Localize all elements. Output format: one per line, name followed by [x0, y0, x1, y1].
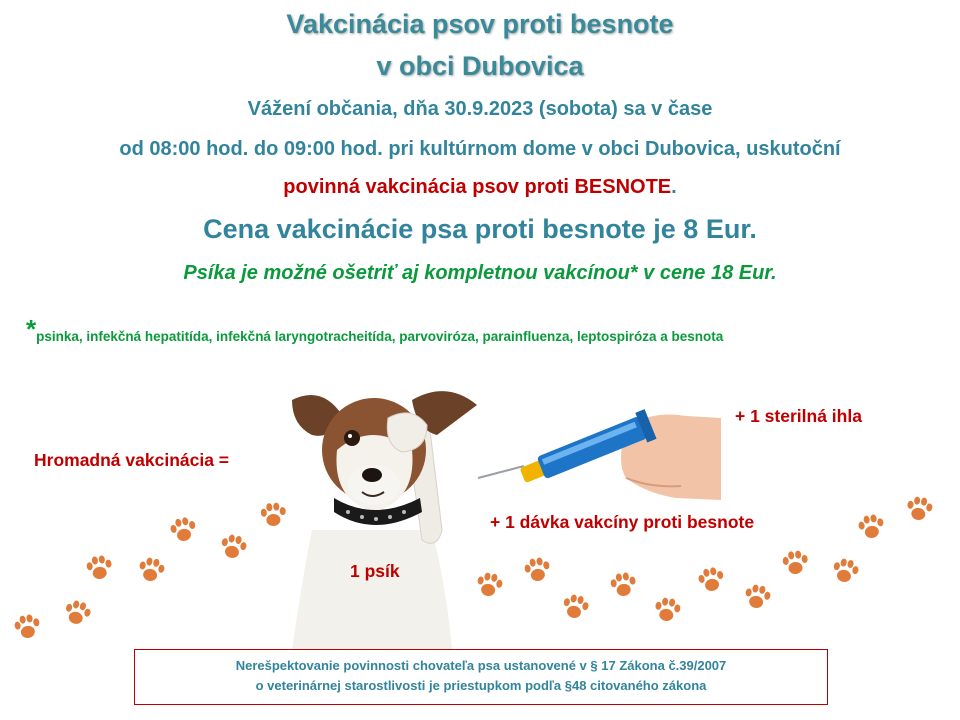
paw-print-icon — [561, 593, 590, 621]
syringe-icon — [476, 408, 726, 503]
paw-print-icon — [906, 495, 934, 521]
title-line-2: v obci Dubovica — [376, 51, 584, 81]
paw-print-icon — [63, 598, 93, 627]
equation-dog: 1 psík — [350, 561, 400, 581]
paw-print-icon — [169, 516, 198, 544]
legal-notice-box — [134, 649, 828, 705]
complete-vaccine-offer: Psíka je možné ošetriť aj kompletnou vakcínou* v cene 18 Eur. — [183, 262, 777, 284]
legal-line-2: o veterinárnej starostlivosti je priestupkom podľa §48 citovaného zákona — [255, 678, 707, 693]
equation-needle: + 1 sterilná ihla — [735, 406, 862, 426]
paw-print-icon — [523, 556, 552, 583]
legal-line-1: Nerešpektovanie povinnosti chovateľa psa ustanovené v § 17 Zákona č.39/2007 — [235, 658, 727, 673]
paw-print-icon — [831, 557, 860, 585]
footnote-text: psinka, infekčná hepatitída, infekčná laryngotracheitída, parvoviróza, parainfluenza, leptospiróza a besnota — [36, 329, 724, 344]
title-line-1: Vakcinácia psov proti besnote — [286, 9, 674, 39]
paw-print-icon — [857, 513, 886, 540]
paw-print-icon — [697, 566, 726, 594]
price-text: Cena vakcinácie psa proti besnote je 8 Eur. — [203, 214, 757, 244]
equation-left: Hromadná vakcinácia = — [34, 450, 230, 470]
paw-print-icon — [743, 583, 772, 610]
paw-print-icon — [219, 533, 248, 561]
dog-illustration — [262, 380, 502, 650]
paw-print-icon — [609, 571, 637, 597]
equation-dose: + 1 dávka vakcíny proti besnote — [490, 512, 755, 532]
footnote-star: * — [26, 314, 37, 344]
paw-print-icon — [654, 596, 682, 622]
intro-period: . — [671, 176, 677, 198]
intro-line-1: Vážení občania, dňa 30.9.2023 (sobota) sa v čase — [247, 98, 713, 120]
paw-print-icon — [85, 554, 113, 580]
paw-print-icon — [137, 556, 166, 583]
intro-line-2: od 08:00 hod. do 09:00 hod. pri kultúrnom dome v obci Dubovica, uskutoční — [119, 138, 841, 160]
paw-print-icon — [13, 613, 42, 640]
mandatory-vaccination-text: povinná vakcinácia psov proti BESNOTE — [283, 176, 672, 198]
paw-print-icon — [782, 550, 809, 575]
